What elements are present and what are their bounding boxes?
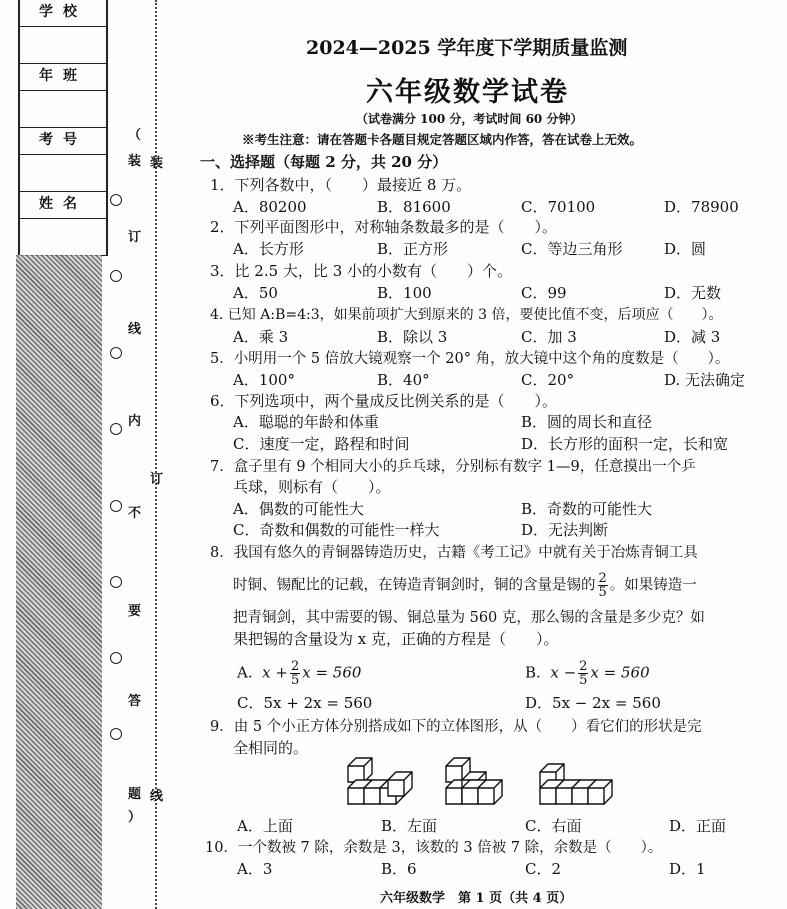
question-1-stem: 1．下列各数中，（ ）最接近 8 万。 — [210, 176, 472, 194]
seal-char: 订 — [128, 230, 142, 245]
page-footer: 六年级数学 第 1 页（共 4 页） — [380, 891, 573, 906]
seal-char: 线 — [128, 322, 142, 337]
line-char: 线 — [150, 789, 164, 804]
exam-year-line: 2024—2025 学年度下学期质量监测 — [306, 37, 628, 59]
question-1-option-a[interactable]: A．80200 — [233, 198, 307, 216]
question-2-stem: 2．下列平面图形中，对称轴条数最多的是（ ）。 — [210, 218, 558, 236]
question-10-stem: 10．一个数被 7 除，余数是 3，该数的 3 倍被 7 除，余数是（ ）。 — [205, 840, 663, 856]
question-3-option-d[interactable]: D．无数 — [664, 284, 722, 302]
question-4-option-a[interactable]: A．乘 3 — [233, 328, 289, 346]
name-label: 姓名 — [20, 192, 106, 219]
question-1-option-c[interactable]: C．70100 — [521, 198, 596, 216]
seal-char: 不 — [128, 506, 142, 521]
line-char: 装 — [150, 156, 164, 171]
cube-figures — [340, 752, 620, 812]
question-7-stem-line-1: 7．盒子里有 9 个相同大小的乒乓球，分别标有数字 1—9，任意摸出一个乒 — [210, 459, 696, 475]
binding-hole — [110, 500, 122, 512]
question-10-option-a[interactable]: A．3 — [237, 860, 273, 878]
question-10-option-b[interactable]: B．6 — [381, 860, 417, 878]
question-7-option-a[interactable]: A．偶数的可能性大 — [233, 500, 364, 518]
question-8-option-c[interactable]: C．5x + 2x = 560 — [237, 694, 373, 712]
student-info-table — [18, 0, 108, 256]
question-3-stem: 3．比 2.5 大，比 3 小的小数有（ ）个。 — [210, 262, 513, 280]
question-4-stem: 4. 已知 A:B=4:3，如果前项扩大到原来的 3 倍，要使比值不变，后项应（ ）。 — [210, 307, 723, 323]
question-9-option-c[interactable]: C．右面 — [525, 817, 582, 835]
exam-notice: ※考生注意：请在答题卡各题目规定答题区域内作答，答在试卷上无效。 — [242, 132, 643, 147]
question-8-stem-line-1: 8．我国有悠久的青铜器铸造历史，古籍《考工记》中就有关于冶炼青铜工具 — [210, 545, 698, 561]
name-field[interactable] — [20, 219, 106, 256]
seal-char: 答 — [128, 694, 142, 709]
cube-figure-1 — [348, 758, 412, 804]
seal-char: 内 — [128, 414, 142, 429]
question-8-option-a[interactable]: A. x + $\frac{2}{5}$ x = 560 — [237, 659, 362, 688]
binding-hatch-area — [16, 255, 102, 909]
class-field[interactable] — [20, 91, 106, 128]
binding-hole — [110, 652, 122, 664]
question-4-option-c[interactable]: C．加 3 — [521, 328, 577, 346]
question-9-stem-line-2: 全相同的。 — [233, 739, 309, 757]
question-9-option-d[interactable]: D．正面 — [669, 817, 727, 835]
question-2-option-b[interactable]: B．正方形 — [377, 240, 449, 258]
question-8-stem-line-3: 把青铜剑，其中需要的锡、铜总量为 560 克，那么锡的含量是多少克？如 — [233, 610, 705, 626]
score-note: （试卷满分 100 分，考试时间 60 分钟） — [356, 112, 583, 126]
binding-hole — [110, 423, 122, 435]
seal-char: ） — [128, 810, 142, 825]
question-9-stem-line-1: 9．由 5 个小正方体分别搭成如下的立体图形，从（ ）看它们的形状是完 — [210, 719, 702, 735]
exam-number-field[interactable] — [20, 155, 106, 192]
question-1-option-b[interactable]: B．81600 — [377, 198, 451, 216]
section-title: 一、选择题（每题 2 分，共 20 分） — [200, 153, 448, 171]
question-2-option-c[interactable]: C．等边三角形 — [521, 240, 623, 258]
binding-hole — [110, 576, 122, 588]
question-7-option-d[interactable]: D．无法判断 — [521, 521, 609, 539]
question-3-option-c[interactable]: C．99 — [521, 284, 567, 302]
question-2-option-d[interactable]: D．圆 — [664, 240, 707, 258]
seal-char: （ — [128, 128, 142, 143]
cube-figure-3 — [540, 764, 612, 804]
binding-hole — [110, 347, 122, 359]
question-8-option-d[interactable]: D．5x − 2x = 560 — [525, 694, 661, 712]
question-5-option-b[interactable]: B．40° — [377, 371, 430, 389]
question-1-option-d[interactable]: D．78900 — [664, 198, 739, 216]
binding-hole — [110, 728, 122, 740]
question-9-option-b[interactable]: B．左面 — [381, 817, 438, 835]
cube-figure-2 — [446, 758, 502, 804]
question-5-option-a[interactable]: A．100° — [233, 371, 295, 389]
question-3-option-b[interactable]: B．100 — [377, 284, 432, 302]
question-7-option-b[interactable]: B．奇数的可能性大 — [521, 500, 653, 518]
seal-char: 装 — [128, 154, 142, 169]
question-10-option-d[interactable]: D．1 — [669, 860, 706, 878]
exam-number-label: 考号 — [20, 128, 106, 155]
question-6-option-a[interactable]: A．聪聪的年龄和体重 — [233, 413, 379, 431]
question-5-option-d[interactable]: D. 无法确定 — [664, 371, 746, 389]
question-7-option-c[interactable]: C．奇数和偶数的可能性一样大 — [233, 521, 440, 539]
question-7-stem-line-2: 乓球，则标有（ ）。 — [233, 478, 391, 496]
class-label: 年班 — [20, 64, 106, 91]
question-9-option-a[interactable]: A．上面 — [237, 817, 293, 835]
question-6-option-c[interactable]: C．速度一定，路程和时间 — [233, 435, 410, 453]
question-8-stem-line-2 — [233, 572, 697, 599]
question-10-option-c[interactable]: C．2 — [525, 860, 562, 878]
binding-hole — [110, 194, 122, 206]
question-8-stem-line-4: 果把锡的含量设为 x 克，正确的方程是（ ）。 — [233, 630, 559, 648]
seal-char: 题 — [128, 787, 142, 802]
question-6-stem: 6．下列选项中，两个量成反比例关系的是（ ）。 — [210, 392, 558, 410]
question-8-option-b[interactable]: B. x − $\frac{2}{5}$ x = 560 — [525, 659, 650, 688]
question-5-option-c[interactable]: C．20° — [521, 371, 575, 389]
question-4-option-d[interactable]: D．减 3 — [664, 328, 721, 346]
line-char: 订 — [150, 472, 164, 487]
question-3-option-a[interactable]: A．50 — [233, 284, 278, 302]
question-5-stem: 5．小明用一个 5 倍放大镜观察一个 20° 角，放大镜中这个角的度数是（ ）。 — [210, 351, 730, 367]
school-label: 学校 — [20, 0, 106, 27]
school-field[interactable] — [20, 27, 106, 64]
question-2-option-a[interactable]: A．长方形 — [233, 240, 304, 258]
question-8-stem-line-2-text: 时铜、锡配比的记载，在铸造青铜剑时，铜的含量是锡的 — [233, 577, 596, 594]
page-title: 六年级数学试卷 — [366, 77, 569, 108]
question-4-option-b[interactable]: B．除以 3 — [377, 328, 448, 346]
binding-hole — [110, 270, 122, 282]
question-6-option-b[interactable]: B．圆的周长和直径 — [521, 413, 653, 431]
question-8-stem-line-2-tail: 。如果铸造一 — [609, 577, 697, 594]
binding-dotted-line — [155, 0, 157, 909]
seal-char: 要 — [128, 604, 142, 619]
copper-ratio-fraction: $\frac{2}{5}$ — [598, 571, 607, 600]
question-6-option-d[interactable]: D．长方形的面积一定，长和宽 — [521, 435, 729, 453]
